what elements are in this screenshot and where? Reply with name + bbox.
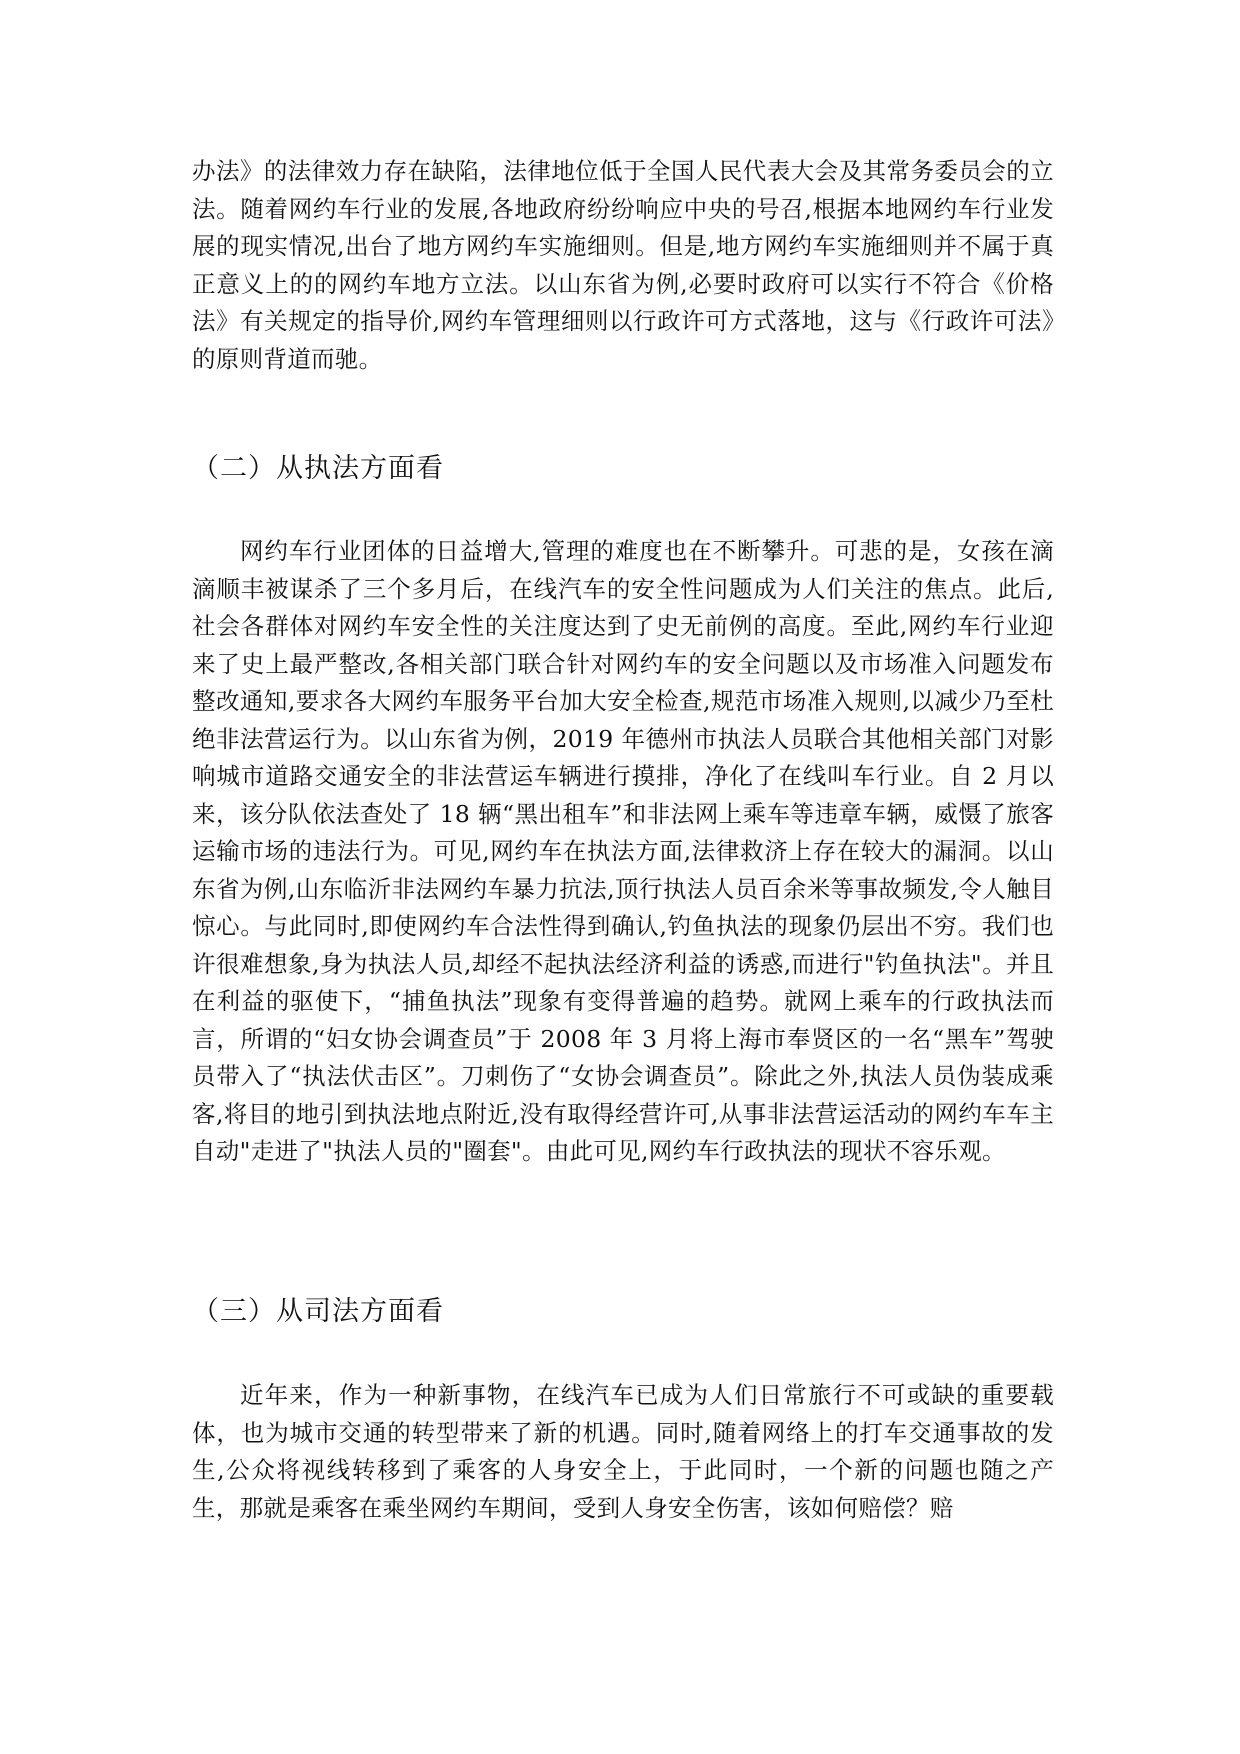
section-heading-judicial: （三）从司法方面看 — [192, 1296, 444, 1327]
paragraph-enforcement: 网约车行业团体的日益增大,管理的难度也在不断攀升。可悲的是，女孩在滴滴顺丰被谋杀了三个多月后，在线汽车的安全性问题成为人们关注的焦点。此后,社会各群体对网约车安全性的关注度达到了史无前例的高度。至此,网约车行业迎来了史上最严整改,各相关部门联合针对网约车的安全问题以及市场准入问题发布整改通知,要求各大网约车服务平台加大安全检查,规范市场准入规则,以减少乃至杜绝非法营运行为。以山东省为例，2019 年德州市执法人员联合其他相关部门对影响城市道路交通安全的非法营运车辆进行摸排，净化了在线叫车行业。自 2 月以来，该分队依法查处了 18 辆“黑出租车”和非法网上乘车等违章车辆，威慑了旅客运输市场的违法行为。可见,网约车在执法方面,法律救济上存在较大的漏洞。以山东省为例,山东临沂非法网约车暴力抗法,顶行执法人员百余米等事故频发,令人触目惊心。与此同时,即使网约车合法性得到确认,钓鱼执法的现象仍层出不穷。我们也许很难想象,身为执法人员,却经不起执法经济利益的诱惑,而进行"钓鱼执法"。并且在利益的驱使下，“捕鱼执法”现象有变得普遍的趋势。就网上乘车的行政执法而言，所谓的“妇女协会调查员”于 2008 年 3 月将上海市奉贤区的一名“黑车”驾驶员带入了“执法伏击区”。刀刺伤了“女协会调查员”。除此之外,执法人员伪装成乘客,将目的地引到执法地点附近,没有取得经营许可,从事非法营运活动的网约车车主自动"走进了"执法人员的"圈套"。由此可见,网约车行政执法的现状不容乐观。 — [192, 537, 1054, 1165]
paragraph-continued: 办法》的法律效力存在缺陷，法律地位低于全国人民代表大会及其常务委员会的立法。随着网约车行业的发展,各地政府纷纷响应中央的号召,根据本地网约车行业发展的现实情况,出台了地方网约车实施细则。但是,地方网约车实施细则并不属于真正意义上的的网约车地方立法。以山东省为例,必要时政府可以实行不符合《价格法》有关规定的指导价,网约车管理细则以行政许可方式落地，这与《行政许可法》的原则背道而驰。 — [192, 157, 1054, 373]
section-heading-enforcement: （二）从执法方面看 — [192, 453, 444, 484]
paragraph-judicial: 近年来，作为一种新事物，在线汽车已成为人们日常旅行不可或缺的重要载体，也为城市交通的转型带来了新的机遇。同时,随着网络上的打车交通事故的发生,公众将视线转移到了乘客的人身安全上，于此同时，一个新的问题也随之产生，那就是乘客在乘坐网约车期间，受到人身安全伤害，该如何赔偿？赔 — [192, 1381, 1054, 1522]
